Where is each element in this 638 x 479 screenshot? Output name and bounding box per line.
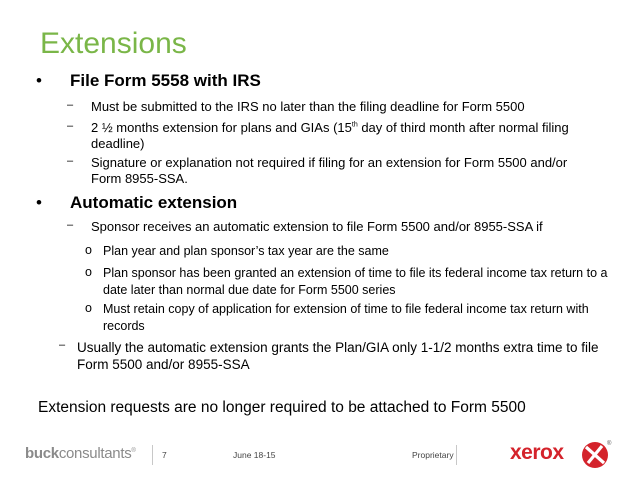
dash-mark: –: [67, 155, 74, 167]
footer-divider: [456, 445, 457, 465]
svg-text:®: ®: [607, 441, 612, 447]
dash-mark: –: [59, 339, 66, 351]
bullet-dot: •: [36, 71, 42, 90]
list-item-text: Usually the automatic extension grants the Plan/GIA only 1-1/2 months extra time to file Form 5500 and/or 8955-SSA: [77, 340, 599, 372]
sub-list-item-text: Plan year and plan sponsor’s tax year are the same: [103, 244, 389, 258]
list-item-text: Sponsor receives an automatic extension to file Form 5500 and/or 8955-SSA if: [91, 219, 543, 234]
list-item-text: Signature or explanation not required if filing for an extension for Form 5500 and/or Form 8955-SSA.: [91, 155, 568, 186]
closing-statement: Extension requests are no longer required to be attached to Form 5500: [38, 399, 526, 416]
circle-mark: o: [85, 243, 92, 257]
footer-proprietary: Proprietary: [412, 450, 454, 460]
footer-date: June 18-15: [233, 450, 276, 460]
list-item-text: 2 ½ months extension for plans and GIAs (15th day of third month after normal filing deadline): [91, 120, 569, 151]
xerox-logo-text: xerox: [510, 441, 564, 464]
footer-divider: [152, 445, 153, 465]
dash-mark: –: [67, 99, 74, 111]
list-item-text: Must be submitted to the IRS no later than the filing deadline for Form 5500: [91, 99, 525, 114]
page-number: 7: [162, 450, 167, 460]
bullet-heading: File Form 5558 with IRS: [70, 71, 261, 90]
sub-list-item-text: Must retain copy of application for extension of time to file federal income tax return with records: [103, 302, 589, 333]
circle-mark: o: [85, 301, 92, 315]
dash-mark: –: [67, 120, 74, 132]
slide-title: Extensions: [40, 27, 187, 60]
bullet-heading: Automatic extension: [70, 193, 238, 212]
dash-mark: –: [67, 219, 74, 231]
circle-mark: o: [85, 265, 92, 279]
xerox-ball-icon: [580, 437, 614, 471]
buck-consultants-logo: buckconsultants®: [25, 445, 136, 462]
sub-list-item-text: Plan sponsor has been granted an extension of time to file its federal income tax return to a date later than normal due date for Form 5500 series: [103, 266, 608, 297]
bullet-dot: •: [36, 193, 42, 212]
